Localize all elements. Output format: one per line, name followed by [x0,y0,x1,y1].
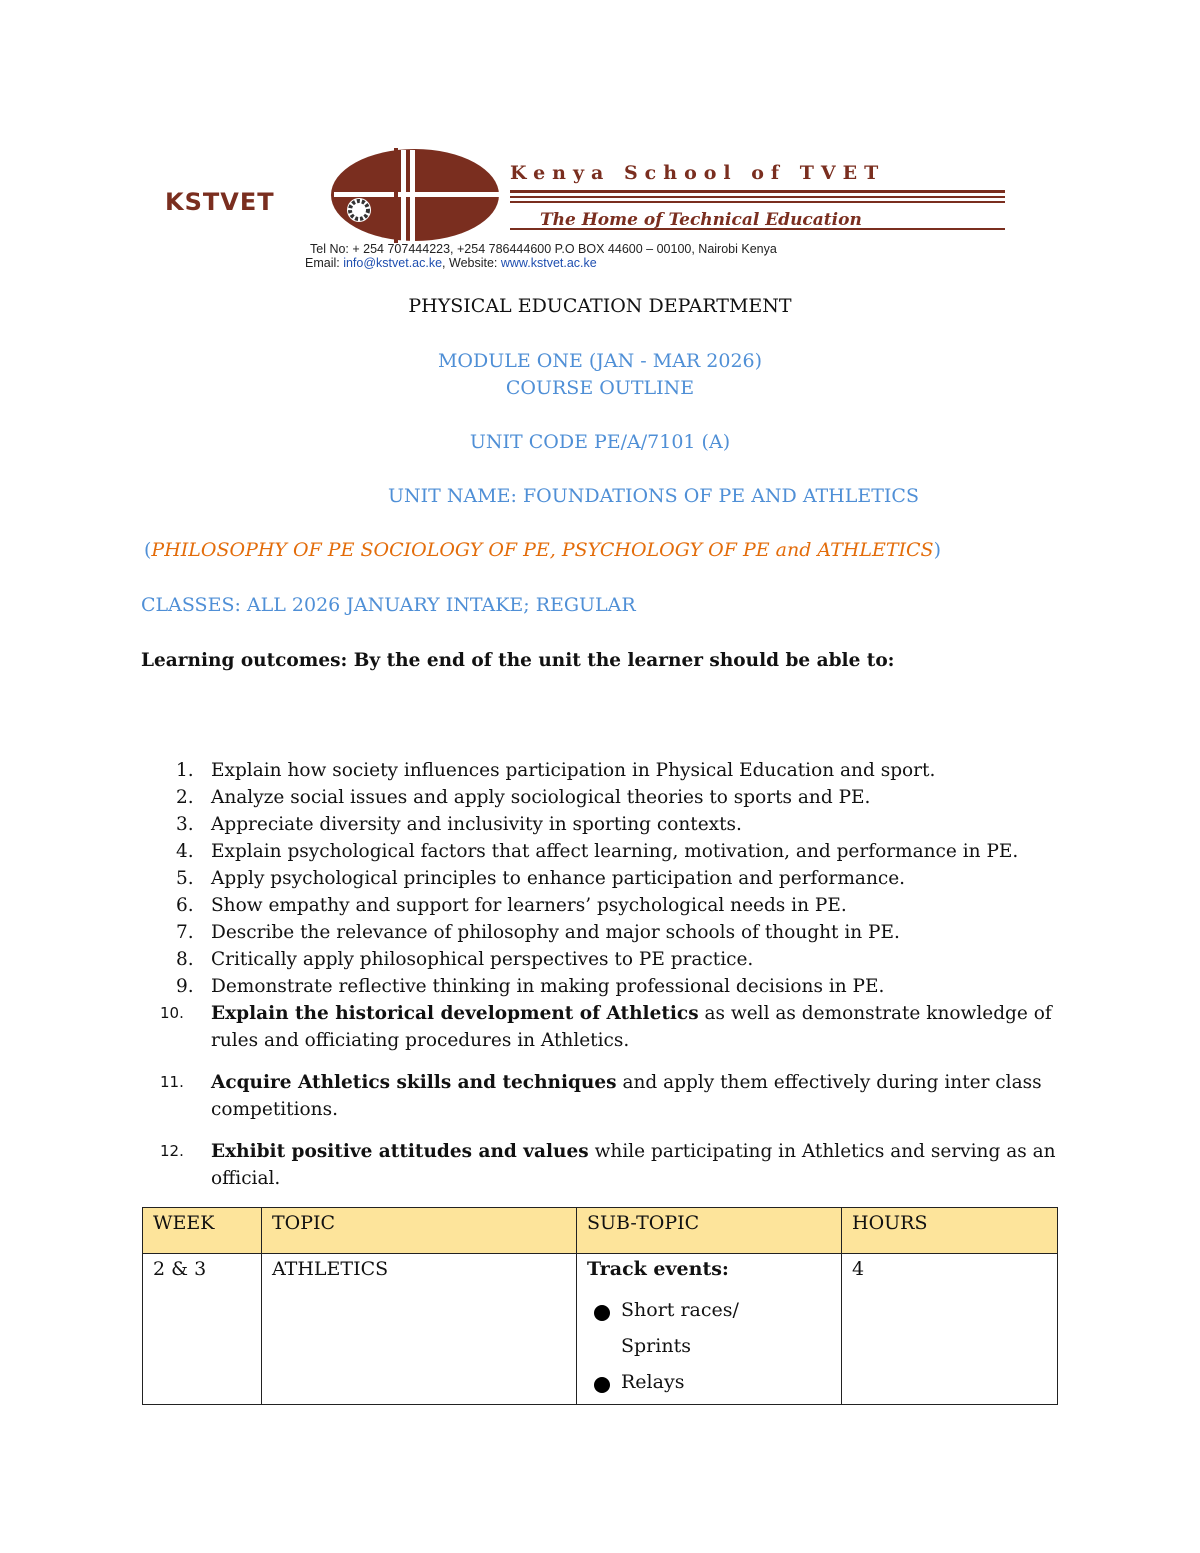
item-emphasis: Acquire Athletics skills and techniques [211,1072,617,1093]
bullet-icon [594,1377,610,1393]
column-header-topic: TOPIC [262,1208,577,1254]
item-number: 3. [176,814,194,835]
item-number: 12. [160,1142,184,1160]
topics-open-paren: ( [144,539,152,561]
contact-line: Tel No: + 254 707444223, +254 786444600 P.O BOX 44600 – 00100, Nairobi Kenya [310,242,777,256]
item-number: 11. [160,1073,184,1091]
email-website-line [305,256,597,270]
item-emphasis: Exhibit positive attitudes and values [211,1141,589,1162]
brand-wordmark: KSTVET [165,188,275,216]
item-text: Describe the relevance of philosophy and major schools of thought in PE. [211,922,900,943]
column-header-week: WEEK [143,1208,262,1254]
bullet-icon [594,1305,610,1321]
cell-hours: 4 [842,1254,1058,1405]
item-number: 2. [176,787,194,808]
list-item [621,1364,841,1400]
table-header-row [143,1208,1058,1254]
subtopic-heading: Track events: [587,1258,729,1280]
topics-close-paren: ) [933,539,941,561]
department-title: PHYSICAL EDUCATION DEPARTMENT [408,295,792,317]
subtopic-label: Short races/ Sprints [621,1299,739,1357]
subtopic-list [587,1292,841,1400]
item-text: while participating in Athletics and serving as an official. [211,1141,1056,1189]
list-item [160,757,1060,784]
unit-code: UNIT CODE PE/A/7101 (A) [469,431,731,453]
website-link[interactable]: www.kstvet.ac.ke [500,256,597,270]
learning-outcomes-heading: Learning outcomes: By the end of the unit the learner should be able to: [141,650,895,671]
item-number: 6. [176,895,194,916]
list-item [160,919,1060,946]
unit-topics [144,539,941,561]
letterhead [160,148,1030,276]
cell-week: 2 & 3 [143,1254,262,1405]
column-header-hours: HOURS [842,1208,1058,1254]
website-label: , Website: [442,256,501,270]
subtopic-label: Relays [621,1371,685,1393]
unit-name: UNIT NAME: FOUNDATIONS OF PE AND ATHLETICS [388,485,919,507]
item-text: Show empathy and support for learners’ psychological needs in PE. [211,895,847,916]
item-text: Demonstrate reflective thinking in making professional decisions in PE. [211,976,885,997]
list-item [621,1292,841,1364]
item-number: 7. [176,922,194,943]
module-title: MODULE ONE (JAN - MAR 2026) [437,350,763,372]
item-number: 1. [176,760,194,781]
item-number: 10. [160,1004,184,1022]
list-item [160,811,1060,838]
list-item [160,973,1060,1000]
item-text: Explain psychological factors that affect learning, motivation, and performance in PE. [211,841,1019,862]
item-number: 8. [176,949,194,970]
list-item [160,892,1060,919]
list-item [160,865,1060,892]
list-item [160,1138,1060,1192]
item-emphasis: Explain the historical development of Athletics [211,1003,699,1024]
list-item [160,946,1060,973]
email-label: Email: [305,256,344,270]
list-item [160,1069,1060,1123]
schedule-table [142,1207,1058,1405]
school-name: Kenya School of TVET [510,162,886,184]
course-outline-title: COURSE OUTLINE [505,377,695,399]
learning-outcomes-list [160,757,1060,1192]
topics-list: PHILOSOPHY OF PE SOCIOLOGY OF PE, PSYCHOLOGY OF PE and ATHLETICS [151,539,934,561]
classes-line: CLASSES: ALL 2026 JANUARY INTAKE; REGULAR [141,594,636,616]
list-item [160,1000,1060,1054]
item-text: Explain how society influences participation in Physical Education and sport. [211,760,936,781]
table-row [143,1254,1058,1405]
list-item [160,784,1060,811]
list-item [160,838,1060,865]
item-text: as well as demonstrate knowledge of rules and officiating procedures in Athletics. [211,1003,1052,1051]
item-text: Appreciate diversity and inclusivity in sporting contexts. [211,814,742,835]
item-number: 5. [176,868,194,889]
email-link[interactable]: info@kstvet.ac.ke [343,256,443,270]
item-text: Apply psychological principles to enhance participation and performance. [211,868,906,889]
item-text: and apply them effectively during inter class competitions. [211,1072,1042,1120]
item-number: 4. [176,841,194,862]
cell-subtopic [577,1254,842,1405]
cell-topic: ATHLETICS [262,1254,577,1405]
item-text: Critically apply philosophical perspectives to PE practice. [211,949,754,970]
school-tagline: The Home of Technical Education [540,210,862,230]
item-number: 9. [176,976,194,997]
column-header-subtopic: SUB-TOPIC [577,1208,842,1254]
item-text: Analyze social issues and apply sociological theories to sports and PE. [211,787,871,808]
